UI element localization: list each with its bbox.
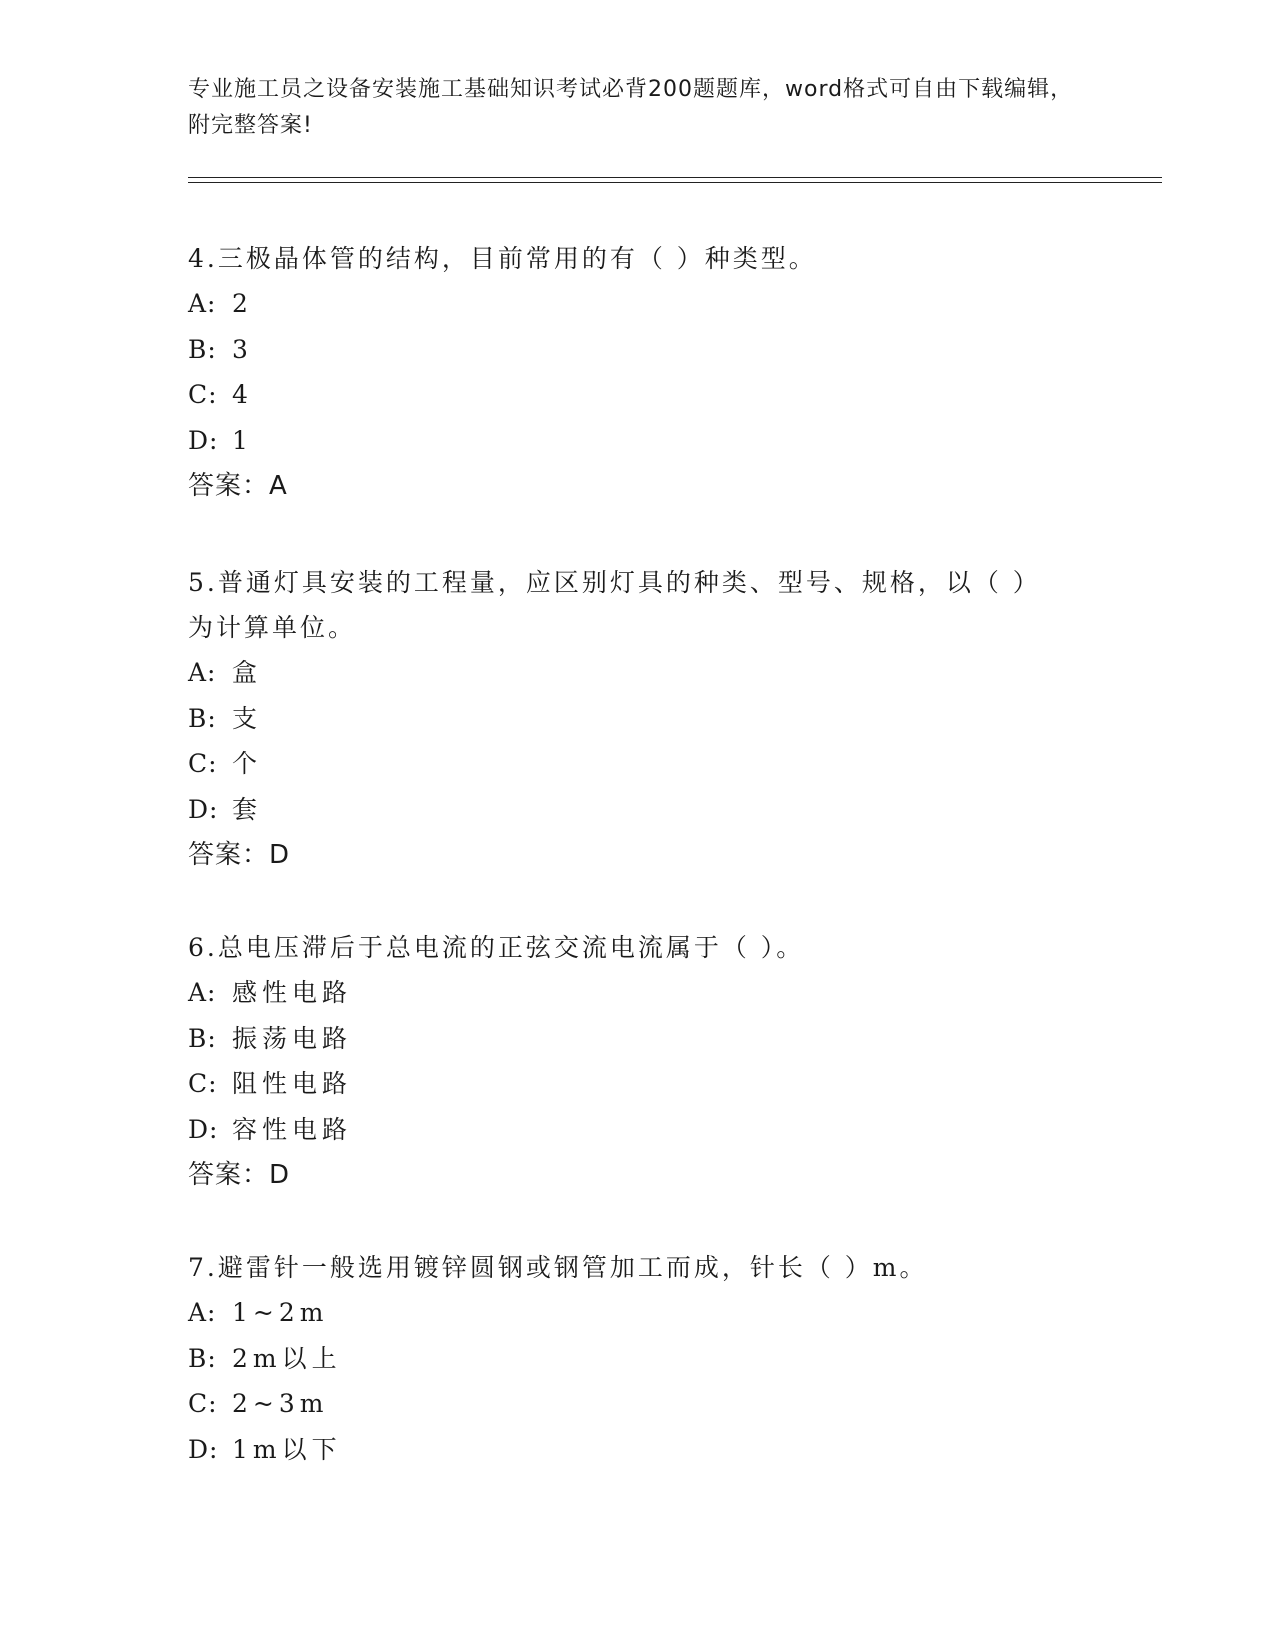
- header-divider-bottom: [188, 182, 1162, 183]
- document-header: 专业施工员之设备安装施工基础知识考试必背200题题库，word格式可自由下载编辑，附完整答案!: [188, 77, 1074, 138]
- option-a: [188, 650, 1068, 696]
- answer-line: 答案：D: [188, 840, 291, 870]
- option-d: [188, 1107, 1068, 1153]
- option-key: C:: [188, 380, 218, 409]
- option-text: 感性电路: [232, 978, 353, 1007]
- option-c: [188, 741, 1068, 787]
- option-key: C:: [188, 1069, 218, 1098]
- option-key: A:: [188, 658, 217, 687]
- question-5: [188, 560, 1068, 878]
- option-text: 3: [232, 334, 253, 364]
- option-text: 2~3m: [232, 1389, 329, 1418]
- option-key: D:: [188, 794, 219, 824]
- option-text: 1~2m: [232, 1298, 329, 1327]
- option-d: [188, 787, 1068, 833]
- option-text: 容性电路: [232, 1114, 353, 1144]
- option-c: [188, 1381, 1068, 1427]
- answer-line: 答案：D: [188, 1160, 291, 1190]
- option-key: D:: [188, 1114, 219, 1144]
- option-key: C:: [188, 749, 218, 778]
- option-key: A:: [188, 289, 217, 318]
- option-text: 4: [232, 380, 253, 409]
- option-text: 盒: [232, 658, 263, 687]
- option-key: A:: [188, 1298, 217, 1327]
- option-c: [188, 372, 1068, 418]
- option-key: B:: [188, 1343, 217, 1373]
- question-stem: 4.三极晶体管的结构，目前常用的有（ ）种类型。: [188, 244, 817, 273]
- question-stem: 7.避雷针一般选用镀锌圆钢或钢管加工而成，针长（ ）m。: [188, 1253, 928, 1282]
- option-key: C:: [188, 1389, 218, 1418]
- option-b: [188, 327, 1068, 373]
- option-a: [188, 281, 1068, 327]
- question-7: [188, 1245, 1068, 1472]
- option-key: A:: [188, 978, 217, 1007]
- option-d: [188, 418, 1068, 464]
- option-text: 支: [232, 703, 263, 733]
- option-key: B:: [188, 703, 217, 733]
- answer-line: 答案：A: [188, 471, 288, 501]
- option-text: 套: [232, 794, 263, 824]
- option-text: 1: [232, 425, 253, 455]
- option-text: 2m以上: [232, 1343, 342, 1373]
- question-stem: 5.普通灯具安装的工程量，应区别灯具的种类、型号、规格，以（ ）为计算单位。: [188, 568, 1041, 642]
- option-text: 个: [232, 749, 263, 778]
- option-text: 振荡电路: [232, 1023, 353, 1053]
- option-a: [188, 970, 1068, 1016]
- option-key: B:: [188, 1023, 217, 1053]
- question-stem: 6.总电压滞后于总电流的正弦交流电流属于（ ）。: [188, 933, 805, 962]
- option-a: [188, 1290, 1068, 1336]
- option-text: 阻性电路: [232, 1069, 353, 1098]
- option-text: 2: [232, 289, 253, 318]
- option-key: D:: [188, 425, 219, 455]
- header-divider-top: [188, 177, 1162, 178]
- option-b: [188, 696, 1068, 742]
- option-key: D:: [188, 1434, 219, 1464]
- option-d: [188, 1427, 1068, 1473]
- option-key: B:: [188, 334, 217, 364]
- question-4: [188, 236, 1068, 509]
- option-text: 1m以下: [232, 1434, 342, 1464]
- option-b: [188, 1336, 1068, 1382]
- question-6: [188, 925, 1068, 1198]
- option-b: [188, 1016, 1068, 1062]
- option-c: [188, 1061, 1068, 1107]
